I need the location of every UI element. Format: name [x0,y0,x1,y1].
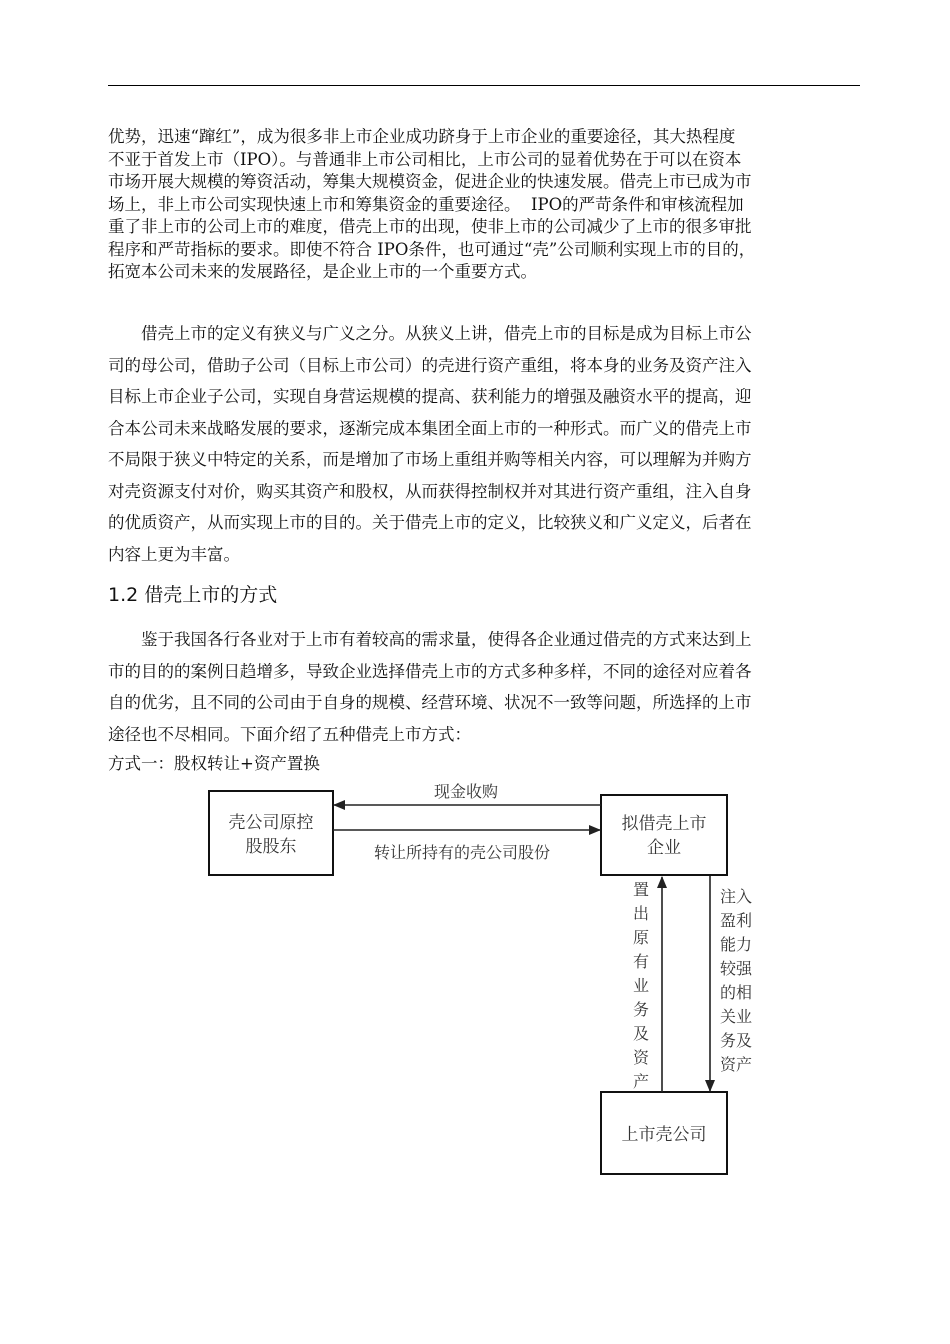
text-line: 优势，迅速“蹿红”，成为很多非上市企业成功跻身于上市企业的重要途径，其大热程度 [108,127,736,146]
label-line: 的相 [720,983,753,1002]
box-shell-shareholder-line-1: 壳公司原控 [228,813,314,833]
text-line: 的优质资产，从而实现上市的目的。关于借壳上市的定义，比较狭义和广义定义，后者在 [108,513,752,532]
figure-caption: 方式一：股权转让+资产置换 [108,754,320,773]
text-line: 程序和严苛指标的要求。即使不符合 IPO条件，也可通过“壳”公司顺利实现上市的目的， [108,239,756,259]
text-line: 自的优劣，且不同的公司由于自身的规模、经营环境、状况不一致等问题，所选择的上市 [108,693,752,712]
arrow-transfer-shares-label: 转让所持有的壳公司股份 [373,843,551,862]
label-char: 置 [632,880,650,899]
arrow-inject-assets-label [720,887,753,1074]
text-line: 对壳资源支付对价，购买其资产和股权，从而获得控制权并对其进行资产重组，注入自身 [108,481,752,501]
label-char: 出 [632,904,650,923]
text-line: 不局限于狭义中特定的关系，而是增加了市场上重组并购等相关内容，可以理解为并购方 [108,450,752,469]
box-acquirer-line-2: 企业 [647,838,681,858]
box-listed-shell-label: 上市壳公司 [621,1125,707,1145]
label-char: 业 [632,976,650,995]
box-acquirer [601,795,727,875]
arrow-divest-assets-label [633,880,650,1091]
section-heading: 1.2 借壳上市的方式 [108,584,278,606]
text-line: 借壳上市的定义有狭义与广义之分。从狭义上讲，借壳上市的目标是成为目标上市公 [141,324,752,343]
label-char: 产 [632,1072,650,1091]
box-acquirer-line-1: 拟借壳上市 [621,814,707,834]
label-line: 资产 [720,1055,753,1074]
label-line: 能力 [720,935,753,954]
text-line: 合本公司未来战略发展的要求，逐渐完成本集团全面上市的一种形式。而广义的借壳上市 [108,418,752,438]
text-line: 目标上市企业子公司，实现自身营运规模的提高、获利能力的增强及融资水平的提高，迎 [108,387,752,406]
label-line: 关业 [720,1007,753,1026]
label-line: 注入 [720,887,753,906]
label-line: 较强 [720,959,753,978]
box-shell-shareholder [209,791,333,875]
arrow-cash-acquisition-label: 现金收购 [433,782,499,801]
text-line: 市场开展大规模的筹资活动，筹集大规模资金，促进企业的快速发展。借壳上市已成为市 [108,172,752,191]
text-line: 市的目的的案例日趋增多，导致企业选择借壳上市的方式多种多样，不同的途径对应着各 [108,661,752,681]
text-line: 鉴于我国各行各业对于上市有着较高的需求量，使得各企业通过借壳的方式来达到上 [141,630,752,649]
text-line: 拓宽本公司未来的发展路径，是企业上市的一个重要方式。 [108,262,537,281]
label-char: 务 [632,1000,650,1019]
text-line: 重了非上市的公司上市的难度，借壳上市的出现，使非上市的公司减少了上市的很多审批 [108,217,752,236]
label-char: 及 [632,1024,650,1043]
text-line: 场上，非上市公司实现快速上市和筹集资金的重要途径。 IPO的严苛条件和审核流程加 [108,194,744,214]
text-line: 途径也不尽相同。下面介绍了五种借壳上市方式： [108,724,471,744]
text-line: 司的母公司，借助子公司（目标上市公司）的壳进行资产重组，将本身的业务及资产注入 [108,355,752,375]
label-char: 资 [632,1048,650,1067]
text-line: 内容上更为丰富。 [108,544,240,564]
label-char: 原 [632,928,650,947]
text-line: 不亚于首发上市（IPO）。与普通非上市公司相比，上市公司的显着优势在于可以在资本 [108,149,742,169]
box-shell-shareholder-line-2: 股股东 [245,837,297,857]
label-line: 盈利 [720,911,753,930]
label-line: 务及 [720,1031,753,1050]
label-char: 有 [632,952,650,971]
